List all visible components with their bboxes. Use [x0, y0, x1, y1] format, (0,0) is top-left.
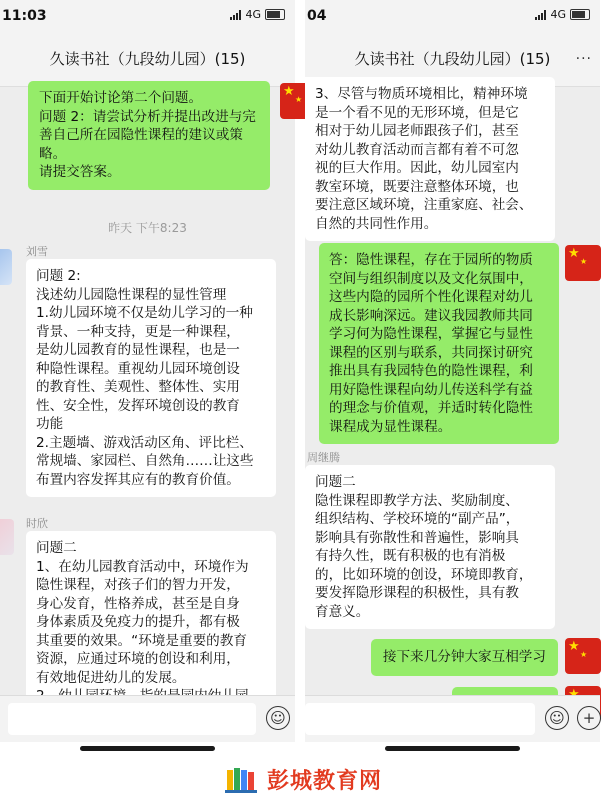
avatar[interactable] [565, 638, 601, 674]
book-logo-icon [225, 767, 259, 793]
left-chat-screen [0, 0, 295, 742]
chat-title: 久读书社（九段幼儿园）(15) [49, 50, 246, 68]
message-bubble-self[interactable]: 下面开始讨论第二个问题。 问题 2：请尝试分析并提出改进与完 善自己所在园隐性课程的建议或策 略。 请提交答案。 [28, 81, 270, 190]
message-bubble-self[interactable]: 接下来几分钟大家互相学习 [371, 639, 558, 676]
input-bar [305, 695, 600, 742]
message-bubble-other[interactable]: 问题 2: 浅述幼儿园隐性课程的显性管理 1.幼儿园环境不仅是幼儿学习的一种 背景、一种支持，更是一种课程， 是幼儿园教育的显性课程，也是一 种隐性课程。重视幼儿园环境创设 的教育性、美观性、整体性、实用 性、安全性，发挥环境创设的教育 功能 2.主题墙、游戏活动区角、评比栏、 常规墙、家园栏、自然角……让这些 布置内容发挥其应有的教育价值。 [26, 259, 276, 497]
chat-header [0, 32, 295, 87]
status-time: 11:03 [2, 8, 47, 24]
message-bubble-other[interactable]: 问题二 隐性课程即教学方法、奖励制度、 组织结构、学校环境的“副产品”， 影响具有弥散性和普遍性，影响具 有持久性，既有积极的也有消极 的，比如环境的创设，环境即教育， 要发挥隐形课程的积极性，具有教 育意义。 [305, 465, 555, 629]
message-bubble-other[interactable]: 3、尽管与物质环境相比，精神环境 是一个看不见的无形环境，但是它 相对于幼儿园老师跟孩子们，甚至 对幼儿教育活动而言都有着不可忽 视的巨大作用。因此，幼儿园室内 教室环境，既要注意整体环境，也 要注意区域环境，注重家庭、社会、 自然的共同性作用。 [305, 77, 555, 241]
avatar[interactable] [565, 245, 601, 281]
input-bar [0, 695, 295, 742]
battery-icon [265, 9, 285, 20]
message-input[interactable] [305, 703, 535, 735]
signal-icon [230, 10, 241, 20]
sender-name: 刘雪 [26, 245, 48, 258]
avatar[interactable] [0, 249, 12, 285]
battery-icon [570, 9, 590, 20]
home-indicator [385, 746, 520, 751]
message-bubble-self[interactable]: 答：隐性课程，存在于园所的物质 空间与组织制度以及文化氛围中， 这些内隐的园所个性化课程对幼儿 成长影响深远。建议我园教师共同 学习何为隐性课程，掌握它与显性 课程的区别与联系，共同探讨研究 推出具有我园特色的隐性课程，利 用好隐性课程向幼儿传送科学有益 的理念与价值观，并适时转化隐性 课程成为显性课程。 [319, 243, 559, 444]
timestamp: 昨天 下午8:23 [108, 221, 187, 235]
sender-name: 时欣 [26, 517, 48, 530]
status-bar [0, 0, 295, 32]
network-type: 4G [245, 8, 261, 21]
plus-icon[interactable]: + [577, 706, 601, 730]
site-logo [225, 764, 382, 795]
site-name: 彭城教育网 [267, 769, 383, 794]
chat-title: 久读书社（九段幼儿园）(15) [354, 50, 551, 68]
network-type: 4G [550, 8, 566, 21]
right-chat-screen [305, 0, 600, 742]
message-input[interactable] [8, 703, 256, 735]
smiley-icon[interactable]: ☺ [266, 706, 290, 730]
message-bubble-other[interactable]: 问题二 1、在幼儿园教育活动中，环境作为 隐性课程，对孩子们的智力开发， 身心发育，性格养成，甚至是自身 身体素质及免疫力的提升，都有极 其重要的效果。“环境是重要的教育 资源，应通过环境的创设和利用， 有效地促进幼儿的发展。 [26, 531, 276, 731]
message-list[interactable] [0, 87, 295, 696]
smiley-icon[interactable]: ☺ [545, 706, 569, 730]
status-bar [305, 0, 600, 32]
avatar[interactable] [0, 519, 14, 555]
sender-name: 周继腾 [307, 451, 340, 464]
signal-icon [535, 10, 546, 20]
more-icon[interactable]: ··· [575, 51, 592, 67]
message-list[interactable] [305, 87, 600, 696]
home-indicator [80, 746, 215, 751]
status-time: 04 [307, 8, 327, 24]
